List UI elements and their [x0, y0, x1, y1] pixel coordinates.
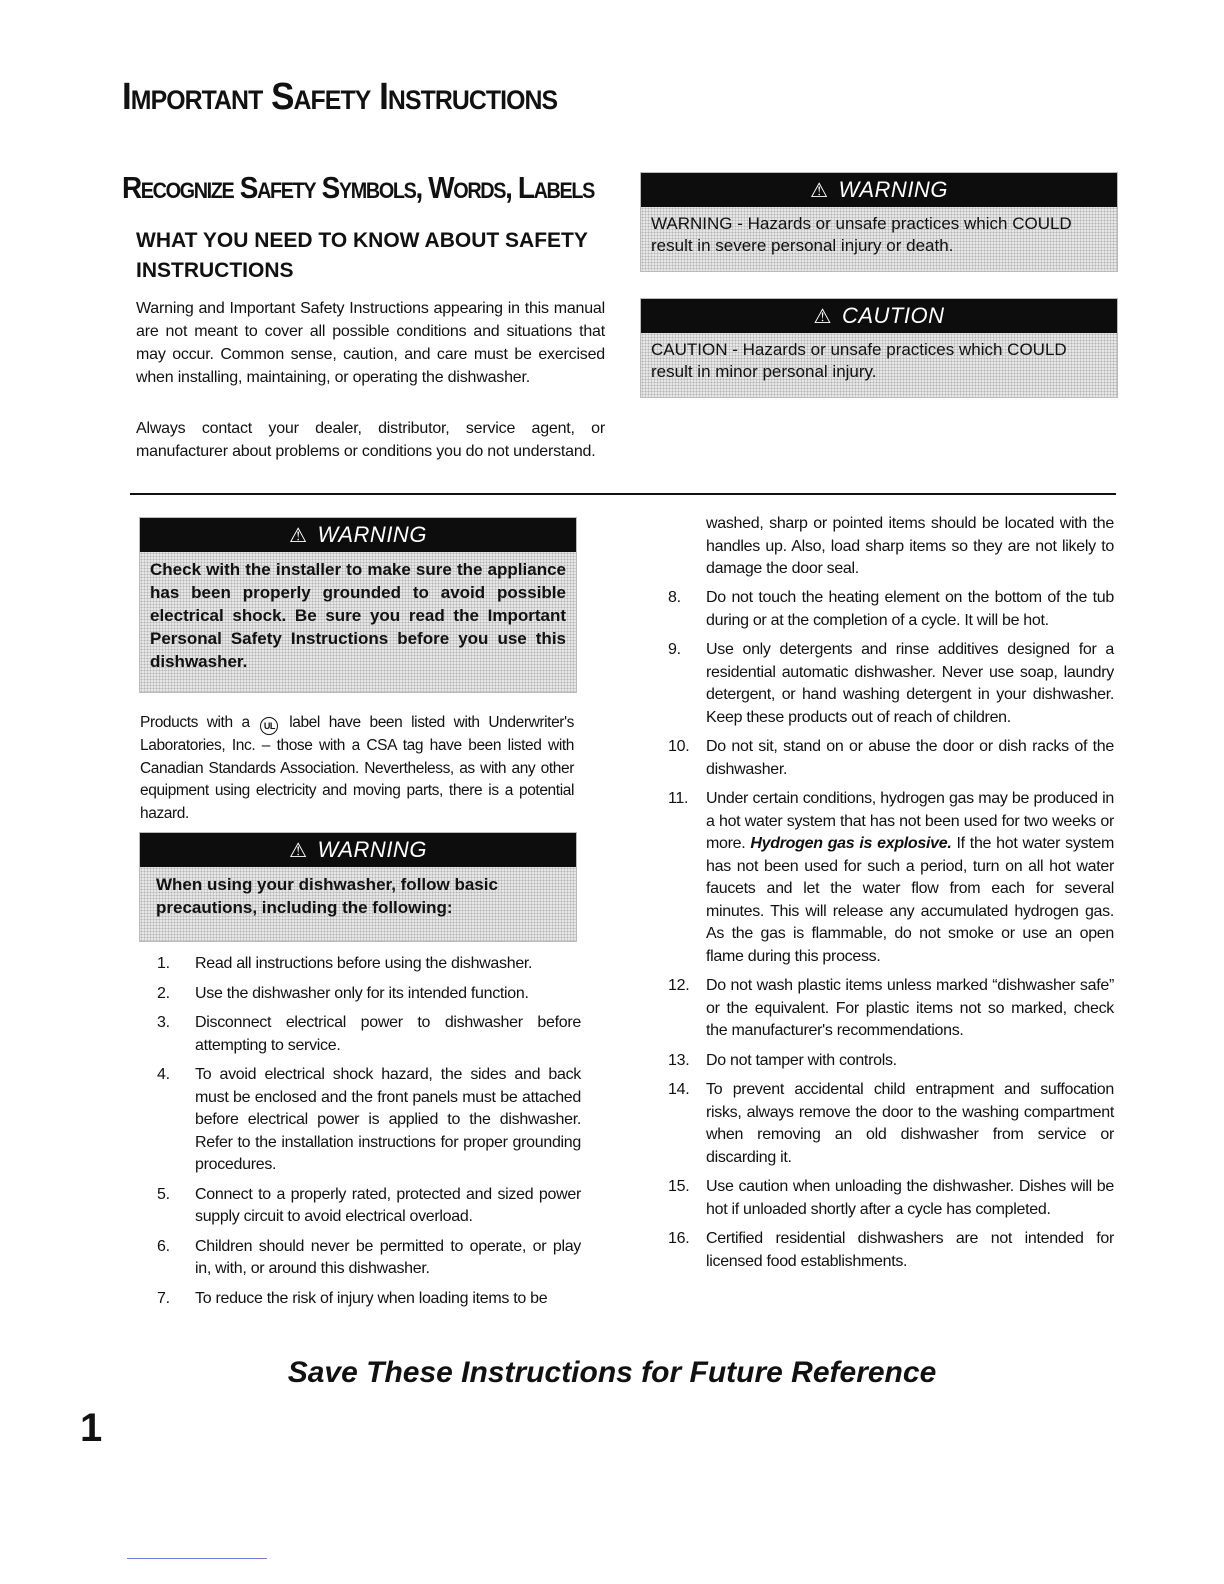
warning-triangle-icon: ⚠ [289, 840, 308, 862]
list-item: 13. Do not tamper with controls. [668, 1051, 897, 1069]
grounding-warning-text: Check with the installer to make sure the appliance has been properly grounded to avoid possible electrical shock. Be sure you read the Important Personal Safety Instructions before you use this dishwasher. [140, 552, 576, 692]
list-item: 12. Do not wash plastic items unless marked “dishwasher safe” or the equivalent. For plastic items not so marked, check the manufacturer's recommendations. [668, 977, 1114, 1039]
caution-label: CAUTION [841, 303, 945, 328]
warning-legend-text: WARNING - Hazards or unsafe practices which COULD result in severe personal injury or death. [641, 207, 1117, 271]
list-item: 15. Use caution when unloading the dishwasher. Dishes will be hot if unloaded shortly after a cycle has completed. [668, 1178, 1114, 1218]
contact-paragraph: Always contact your dealer, distributor, service agent, or manufacturer about problems or conditions you do not understand. [136, 420, 605, 460]
list-item: 2. Use the dishwasher only for its intended function. [157, 984, 529, 1002]
warning-legend-box [640, 172, 1118, 272]
list-item: 14. To prevent accidental child entrapment and suffocation risks, always remove the door to the washing compartment when removing an old dishwasher from service or discarding it. [668, 1081, 1114, 1166]
list-item: 3. Disconnect electrical power to dishwasher before attempting to service. [157, 1014, 581, 1054]
page-number: 1 [80, 1406, 103, 1450]
safety-list-left [139, 953, 581, 1317]
save-instructions-footer: Save These Instructions for Future Reference [287, 1356, 937, 1389]
ul-note-text-before: Products with a [140, 714, 250, 731]
grounding-warning-header [140, 518, 576, 552]
warning-label: WARNING [317, 522, 427, 547]
ul-note-text-after: label have been listed with Underwriter's Laboratories, Inc. – those with a CSA tag have been listed with Canadian Standards Association. Nevertheless, as with any other equipment using electricity and moving parts, there is a potential hazard. [140, 714, 574, 822]
ul-logo-icon: UL [260, 717, 278, 735]
warning-triangle-icon: ⚠ [810, 180, 829, 202]
list-item: 9. Use only detergents and rinse additives designed for a residential automatic dishwasher. Never use soap, laundry detergent, or hand washing detergent in your dishwasher. Keep these products out of reach of children. [668, 641, 1114, 726]
subheading: WHAT YOU NEED TO KNOW ABOUT SAFETY INSTRUCTIONS [136, 229, 588, 282]
footer-line [127, 1558, 267, 1559]
safety-list-right [650, 587, 1114, 1280]
list-item: 5. Connect to a properly rated, protected and sized power supply circuit to avoid electrical overload. [157, 1185, 581, 1225]
list-item: 7. To reduce the risk of injury when loading items to be [157, 1289, 548, 1307]
caution-legend-text: CAUTION - Hazards or unsafe practices which COULD result in minor personal injury. [641, 333, 1117, 397]
intro-paragraph: Warning and Important Safety Instructions appearing in this manual are not meant to cover all possible conditions and situations that may occur. Common sense, caution, and care must be exercised when installing, maintaining, or operating the dishwasher. [136, 300, 605, 386]
caution-triangle-icon: ⚠ [813, 306, 832, 328]
list-item: 16. Certified residential dishwashers are not intended for licensed food establishments. [668, 1230, 1114, 1270]
warning-legend-header [641, 173, 1117, 207]
basic-precautions-header [140, 833, 576, 867]
basic-precautions-warning-box [139, 832, 577, 942]
list-item: 8. Do not touch the heating element on the bottom of the tub during or at the completion of a cycle. It will be hot. [668, 589, 1114, 629]
basic-precautions-text: When using your dishwasher, follow basic precautions, including the following: [140, 867, 576, 941]
list-item: 6. Children should never be permitted to operate, or play in, with, or around this dishwasher. [157, 1237, 581, 1277]
hydrogen-explosive-emphasis: Hydrogen gas is explosive. [750, 835, 952, 852]
page-title: Important Safety Instructions [122, 76, 558, 118]
warning-triangle-icon: ⚠ [289, 525, 308, 547]
list-item: 1. Read all instructions before using the dishwasher. [157, 955, 533, 972]
list-item-hydrogen: 11. Under certain conditions, hydrogen gas may be produced in a hot water system that has not been used for two weeks or more. Hydrogen gas is explosive. If the hot water system has not been used for such a period, turn on all hot water faucets and let the water flow from each for several minutes. This will release any accumulated hydrogen gas. As the gas is flammable, do not smoke or use an open flame during this process. [668, 790, 1114, 965]
caution-legend-box [640, 298, 1118, 398]
warning-label: WARNING [317, 837, 427, 862]
section-title: Recognize Safety Symbols, Words, Labels [122, 170, 594, 205]
warning-label: WARNING [838, 177, 948, 202]
item7-continued: washed, sharp or pointed items should be located with the handles up. Also, load sharp items so they are not likely to damage the door seal. [706, 515, 1114, 577]
grounding-warning-box [139, 517, 577, 693]
list-item: 4. To avoid electrical shock hazard, the sides and back must be enclosed and the front panels must be attached before electrical power is applied to the dishwasher. Refer to the installation instructions for proper grounding procedures. [157, 1066, 581, 1173]
ul-listing-note [140, 712, 574, 825]
section-divider [130, 493, 1116, 495]
caution-legend-header [641, 299, 1117, 333]
list-item: 10. Do not sit, stand on or abuse the door or dish racks of the dishwasher. [668, 738, 1114, 778]
